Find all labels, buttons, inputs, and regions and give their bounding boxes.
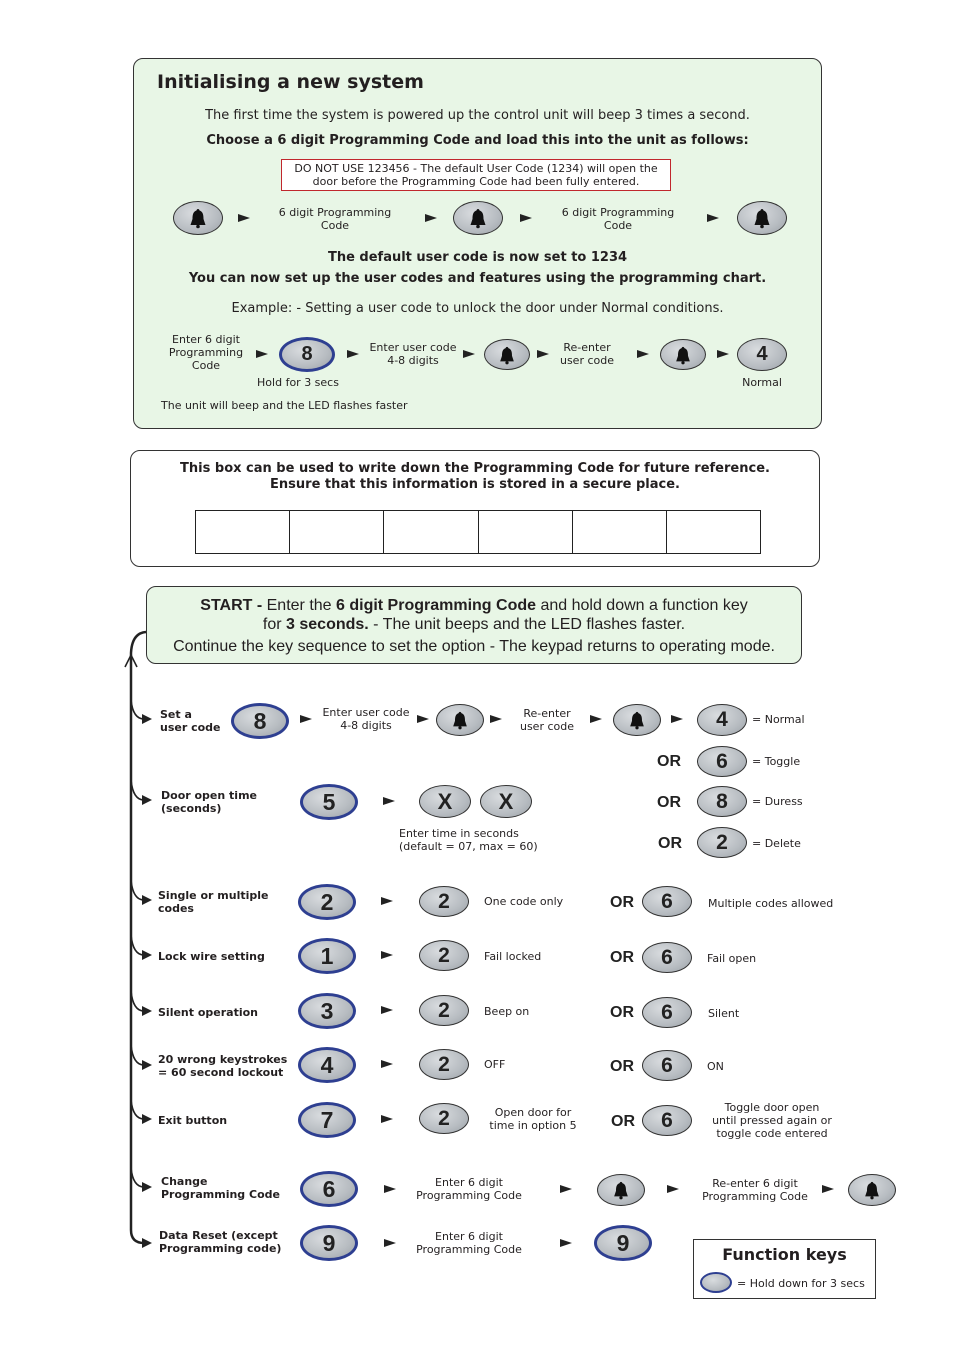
warning-line-1: DO NOT USE 123456 - The default User Code (1234) will open the	[294, 162, 658, 175]
ex-hold: Hold for 3 secs	[257, 376, 339, 389]
example-line: Example: - Setting a user code to unlock the door under Normal conditions.	[231, 301, 724, 316]
record-line-2: Ensure that this information is stored in a secure place.	[270, 477, 680, 492]
wrong-key-6[interactable]: 6	[642, 1050, 692, 1081]
start-l2-a: for	[262, 616, 287, 633]
lock-opt-b: Fail open	[707, 952, 757, 965]
change-enter-line-b: Programming Code	[416, 1189, 522, 1202]
bell-icon	[187, 207, 209, 229]
row-silent-label: Silent operation	[158, 1006, 258, 1019]
row-change-label-1: Change	[161, 1175, 208, 1188]
change-reenter	[690, 1177, 820, 1203]
user-reenter	[507, 707, 587, 733]
row-wrong-label-1: 20 wrong keystrokes	[158, 1053, 288, 1066]
arrow-icon	[300, 715, 312, 723]
change-function-key[interactable]: 6	[300, 1171, 358, 1207]
user-function-key[interactable]: 8	[231, 703, 289, 739]
ex-enter-line-b: Programming	[168, 346, 244, 359]
row-door-label	[161, 789, 257, 815]
arrow-icon	[417, 715, 429, 723]
silent-opt-a: Beep on	[484, 1005, 530, 1018]
ex-reenter	[547, 341, 627, 367]
single-function-key[interactable]: 2	[298, 884, 356, 920]
row-user-label-1: Set a	[160, 708, 192, 721]
user-enter-line-a: Enter user code	[322, 706, 410, 719]
change-enter-code	[404, 1176, 534, 1202]
code-record-cell[interactable]	[384, 511, 478, 553]
bell-icon	[467, 207, 489, 229]
single-opt-b: Multiple codes allowed	[708, 897, 834, 910]
arrow-icon	[707, 214, 719, 222]
bell-icon	[673, 345, 693, 365]
change-bell-key-2[interactable]	[848, 1174, 896, 1206]
user-opt-key-4[interactable]: 4	[697, 704, 747, 736]
arrow-icon	[667, 1185, 679, 1193]
exit-key-2[interactable]: 2	[419, 1103, 469, 1134]
ex-key-4[interactable]: 4	[737, 338, 787, 371]
user-bell-key-2[interactable]	[613, 704, 661, 736]
code-record-cell[interactable]	[479, 511, 573, 553]
code-record-cell[interactable]	[196, 511, 290, 553]
start-l2-c: - The unit beeps and the LED flashes faster.	[368, 616, 686, 633]
row-user-label	[160, 708, 221, 734]
wrong-key-2[interactable]: 2	[419, 1049, 469, 1080]
arrow-icon	[520, 214, 532, 222]
lock-function-key[interactable]: 1	[298, 938, 356, 974]
row-user-label-2: user code	[160, 721, 221, 734]
row-door-label-1: Door open time	[161, 789, 258, 802]
start-text	[146, 596, 802, 656]
exit-opt-b-2: until pressed again or	[712, 1114, 832, 1127]
silent-key-2[interactable]: 2	[419, 995, 469, 1026]
user-opt-toggle: = Toggle	[752, 755, 801, 768]
row-change-label-2: Programming Code	[161, 1188, 280, 1201]
start-l1-c: 6 digit Programming Code	[336, 597, 537, 614]
start-l1-d: and hold down a function key	[536, 597, 748, 614]
ex-key-8[interactable]: 8	[279, 337, 335, 372]
single-opt-a: One code only	[484, 895, 564, 908]
user-reenter-line-a: Re-enter	[523, 707, 571, 720]
ex-enter-code	[156, 333, 256, 372]
lock-key-2[interactable]: 2	[419, 940, 469, 971]
start-l1-b: Enter the	[266, 597, 336, 614]
code-record-cell[interactable]	[667, 511, 760, 553]
record-line-1: This box can be used to write down the Programming Code for future reference.	[180, 461, 770, 476]
row-wrong-label-2: = 60 second lockout	[158, 1066, 284, 1079]
step-code-2-line-a: 6 digit Programming	[561, 206, 675, 219]
ex-reenter-line-a: Re-enter	[563, 341, 611, 354]
row-reset-label	[159, 1229, 281, 1255]
exit-opt-b-3: toggle code entered	[716, 1127, 828, 1140]
exit-opt-b-1: Toggle door open	[724, 1101, 820, 1114]
lock-key-6[interactable]: 6	[642, 942, 692, 973]
user-opt-key-6[interactable]: 6	[697, 746, 747, 777]
row-reset-label-2: Programming code)	[159, 1242, 282, 1255]
arrow-icon	[384, 1239, 396, 1247]
bell-icon	[497, 345, 517, 365]
legend-function-key-icon	[700, 1272, 732, 1293]
wrong-opt-b: ON	[707, 1060, 724, 1073]
init-choose: Choose a 6 digit Programming Code and load this into the unit as follows:	[206, 133, 749, 148]
legend-title: Function keys	[722, 1245, 847, 1264]
single-key-2[interactable]: 2	[419, 886, 469, 917]
door-function-key[interactable]: 5	[300, 784, 358, 820]
exit-opt-a	[478, 1106, 588, 1132]
door-hint-2: (default = 07, max = 60)	[399, 840, 538, 853]
arrow-icon	[381, 1006, 393, 1014]
start-l2-b: 3 seconds.	[286, 616, 369, 633]
or-label: OR	[610, 1058, 634, 1075]
init-intro: The first time the system is powered up the control unit will beep 3 times a second.	[205, 108, 750, 123]
exit-function-key[interactable]: 7	[298, 1102, 356, 1138]
user-opt-delete: = Delete	[752, 837, 801, 850]
legend-desc: = Hold down for 3 secs	[737, 1277, 865, 1290]
user-opt-normal: = Normal	[752, 713, 805, 726]
ex-enter-line-a: Enter 6 digit	[172, 333, 240, 346]
change-reenter-line-a: Re-enter 6 digit	[712, 1177, 798, 1190]
arrow-icon	[383, 797, 395, 805]
arrow-icon	[463, 350, 475, 358]
row-single-label-2: codes	[158, 902, 194, 915]
arrow-icon	[381, 951, 393, 959]
or-label: OR	[658, 835, 682, 852]
wrong-opt-a: OFF	[484, 1058, 506, 1071]
user-reenter-line-b: user code	[519, 720, 575, 733]
ex-reenter-line-b: user code	[559, 354, 615, 367]
ex-beep-note: The unit will beep and the LED flashes faster	[161, 399, 408, 412]
init-step-code-2	[548, 206, 688, 232]
user-bell-key-1[interactable]	[436, 704, 484, 736]
reset-function-key[interactable]: 9	[300, 1225, 358, 1261]
lock-opt-a: Fail locked	[484, 950, 542, 963]
reset-enter-line-a: Enter 6 digit	[435, 1230, 503, 1243]
arrow-icon	[560, 1185, 572, 1193]
step-code-1-line-a: 6 digit Programming	[278, 206, 392, 219]
arrow-icon	[822, 1185, 834, 1193]
flow-connector	[120, 625, 160, 1255]
bell-key-1[interactable]	[173, 201, 223, 235]
arrow-icon	[381, 1060, 393, 1068]
ex-bell-key-1[interactable]	[484, 339, 530, 370]
user-enter-line-b: 4-8 digits	[340, 719, 392, 732]
code-record-grid	[195, 510, 761, 554]
arrow-icon	[381, 1115, 393, 1123]
row-exit-label: Exit button	[158, 1114, 228, 1127]
arrow-icon	[384, 1185, 396, 1193]
reset-enter-line-b: Programming Code	[416, 1243, 522, 1256]
start-line-2	[146, 615, 802, 634]
reset-function-key-2[interactable]: 9	[594, 1225, 652, 1261]
row-change-label	[161, 1175, 280, 1201]
row-single-label	[158, 889, 268, 915]
default-line: The default user code is now set to 1234	[327, 250, 628, 265]
door-digit-x1[interactable]: X	[419, 785, 471, 818]
bell-key-2[interactable]	[453, 201, 503, 235]
bell-icon	[751, 207, 773, 229]
start-label: START -	[200, 597, 267, 614]
wrong-function-key[interactable]: 4	[298, 1047, 356, 1083]
arrow-icon	[256, 350, 268, 358]
user-opt-key-8[interactable]: 8	[697, 786, 747, 817]
door-hint-1: Enter time in seconds	[399, 827, 519, 840]
exit-opt-a-2: time in option 5	[489, 1119, 577, 1132]
single-key-6[interactable]: 6	[642, 886, 692, 917]
change-bell-key-1[interactable]	[597, 1174, 645, 1206]
row-lock-label: Lock wire setting	[158, 950, 265, 963]
code-record-cell[interactable]	[573, 511, 667, 553]
bell-icon	[611, 1180, 631, 1200]
arrow-icon	[425, 214, 437, 222]
row-wrong-label	[158, 1053, 287, 1079]
warning-box	[281, 159, 671, 191]
ex-bell-key-2[interactable]	[660, 339, 706, 370]
init-step-code-1	[265, 206, 405, 232]
bell-icon	[627, 710, 647, 730]
exit-key-6[interactable]: 6	[642, 1105, 692, 1136]
arrow-icon	[381, 897, 393, 905]
ex-enter-user	[363, 341, 463, 367]
arrow-icon	[490, 715, 502, 723]
arrow-icon	[238, 214, 250, 222]
start-line-1	[146, 596, 802, 615]
user-opt-duress: = Duress	[752, 795, 803, 808]
row-single-label-1: Single or multiple	[158, 889, 269, 902]
row-reset-label-1: Data Reset (except	[159, 1229, 278, 1242]
exit-opt-a-1: Open door for	[494, 1106, 572, 1119]
arrow-icon	[560, 1239, 572, 1247]
silent-function-key[interactable]: 3	[298, 993, 356, 1029]
silent-opt-b: Silent	[708, 1007, 740, 1020]
user-enter-code	[316, 706, 416, 732]
ex-normal: Normal	[742, 376, 782, 389]
door-hint	[399, 827, 538, 853]
or-label: OR	[610, 1004, 634, 1021]
ex-enter-line-c: Code	[191, 359, 221, 372]
change-enter-line-a: Enter 6 digit	[435, 1176, 503, 1189]
or-label: OR	[610, 949, 634, 966]
or-label: OR	[610, 894, 634, 911]
warning-line-2: door before the Programming Code had been fully entered.	[312, 175, 640, 188]
init-title: Initialising a new system	[157, 71, 424, 93]
user-opt-key-2[interactable]: 2	[697, 827, 747, 858]
bell-key-3[interactable]	[737, 201, 787, 235]
or-label: OR	[611, 1113, 635, 1130]
change-reenter-line-b: Programming Code	[702, 1190, 808, 1203]
or-label: OR	[657, 794, 681, 811]
arrow-icon	[717, 350, 729, 358]
arrow-icon	[637, 350, 649, 358]
step-code-1-line-b: Code	[320, 219, 350, 232]
bell-icon	[450, 710, 470, 730]
ex-user-line-b: 4-8 digits	[387, 354, 439, 367]
exit-opt-b	[702, 1101, 842, 1140]
row-door-label-2: (seconds)	[161, 802, 222, 815]
function-keys-legend	[693, 1239, 876, 1299]
reset-enter-code	[404, 1230, 534, 1256]
arrow-icon	[590, 715, 602, 723]
setup-line: You can now set up the user codes and features using the programming chart.	[188, 271, 767, 286]
step-code-2-line-b: Code	[603, 219, 633, 232]
arrow-icon	[347, 350, 359, 358]
silent-key-6[interactable]: 6	[642, 997, 692, 1028]
door-digit-x2[interactable]: X	[480, 785, 532, 818]
bell-icon	[862, 1180, 882, 1200]
or-label: OR	[657, 753, 681, 770]
start-line-3: Continue the key sequence to set the option - The keypad returns to operating mode.	[173, 638, 775, 655]
code-record-cell[interactable]	[290, 511, 384, 553]
ex-user-line-a: Enter user code	[369, 341, 457, 354]
arrow-icon	[671, 715, 683, 723]
